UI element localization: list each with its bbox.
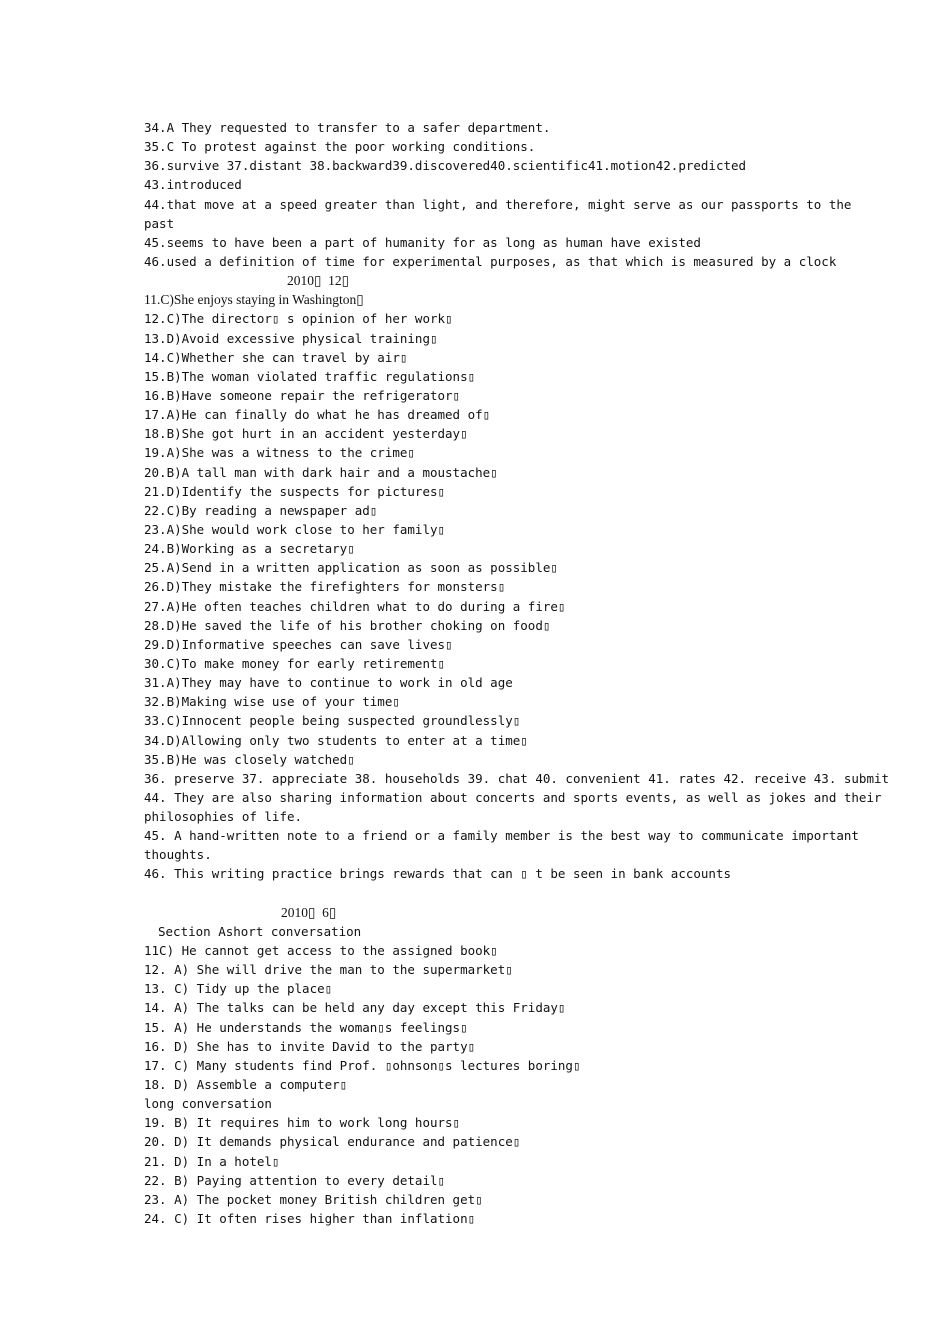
answer-line: 11.C)She enjoys staying in Washington▯: [144, 292, 364, 308]
answer-line: 14. A) The talks can be held any day except this Friday▯: [144, 1000, 566, 1016]
answer-line: 22.C)By reading a newspaper ad▯: [144, 502, 378, 518]
answer-line: 29.D)Informative speeches can save lives▯: [144, 636, 453, 652]
answers-block-1: [144, 118, 852, 271]
answer-line: past: [144, 215, 175, 231]
answer-line: 12.C)The director▯ s opinion of her work▯: [144, 311, 453, 327]
answer-line: 19.A)She was a witness to the crime▯: [144, 445, 415, 461]
answer-line: 25.A)Send in a written application as soon as possible▯: [144, 560, 558, 576]
answer-line: 32.B)Making wise use of your time▯: [144, 694, 400, 710]
answer-line: 20. D) It demands physical endurance and patience▯: [144, 1134, 521, 1150]
answer-line: 17. C) Many students find Prof. ▯ohnson▯s lectures boring▯: [144, 1057, 581, 1073]
section-a-label: Section Ashort conversation: [158, 923, 362, 939]
answer-line: 17.A)He can finally do what he has dreamed of▯: [144, 407, 491, 423]
answer-line: 46.used a definition of time for experimental purposes, as that which is measured by a clock: [144, 253, 837, 269]
answer-line: 35.C To protest against the poor working conditions.: [144, 139, 536, 155]
subsection-label: long conversation: [144, 1096, 272, 1112]
answers-block-3: [144, 941, 814, 1228]
answer-line: 31.A)They may have to continue to work in old age: [144, 675, 513, 691]
answer-line: 21. D) In a hotel▯: [144, 1153, 280, 1169]
answer-line: 18. D) Assemble a computer▯: [144, 1077, 348, 1093]
answer-line: 46. This writing practice brings rewards that can ▯ t be seen in bank accounts: [144, 866, 731, 882]
answer-line: 22. B) Paying attention to every detail▯: [144, 1172, 446, 1188]
answer-line: 16.B)Have someone repair the refrigerator▯: [144, 387, 461, 403]
answer-line: 11C) He cannot get access to the assigned book▯: [144, 943, 498, 959]
answer-line: 34.A They requested to transfer to a safer department.: [144, 120, 551, 135]
answer-line: 24. C) It often rises higher than inflation▯: [144, 1211, 476, 1227]
answer-line: thoughts.: [144, 847, 212, 863]
answer-line: 26.D)They mistake the firefighters for monsters▯: [144, 579, 506, 595]
section-heading-jun: 2010▯ 6▯: [281, 904, 337, 920]
answer-line: 12. A) She will drive the man to the supermarket▯: [144, 962, 513, 978]
answer-line: 18.B)She got hurt in an accident yesterday▯: [144, 426, 468, 442]
answers-block-2: [144, 309, 890, 883]
answer-line: 20.B)A tall man with dark hair and a moustache▯: [144, 464, 498, 480]
answer-line: 44.that move at a speed greater than light, and therefore, might serve as our passports to the: [144, 196, 852, 212]
answer-line: 13.D)Avoid excessive physical training▯: [144, 330, 438, 346]
answer-line: 23. A) The pocket money British children get▯: [144, 1191, 483, 1207]
answer-line: 19. B) It requires him to work long hours▯: [144, 1115, 461, 1131]
answer-line: 28.D)He saved the life of his brother choking on food▯: [144, 617, 551, 633]
answer-line: 21.D)Identify the suspects for pictures▯: [144, 483, 446, 499]
section-heading-dec: 2010▯ 12▯: [287, 273, 350, 289]
blank-line: [144, 884, 814, 903]
answer-line: 44. They are also sharing information about concerts and sports events, as well as jokes and their: [144, 789, 882, 805]
answer-line: 33.C)Innocent people being suspected groundlessly▯: [144, 713, 521, 729]
answer-line: 36. preserve 37. appreciate 38. households 39. chat 40. convenient 41. rates 42. receive 43. submit: [144, 770, 890, 786]
answer-line: 14.C)Whether she can travel by air▯: [144, 349, 408, 365]
answer-line: 27.A)He often teaches children what to do during a fire▯: [144, 598, 566, 614]
answer-line: 24.B)Working as a secretary▯: [144, 541, 355, 557]
answer-line: 35.B)He was closely watched▯: [144, 751, 355, 767]
answer-line: 43.introduced: [144, 177, 242, 193]
answer-line: philosophies of life.: [144, 809, 303, 825]
answer-line: 34.D)Allowing only two students to enter at a time▯: [144, 732, 528, 748]
answer-line: 23.A)She would work close to her family▯: [144, 521, 446, 537]
answer-line: 15.B)The woman violated traffic regulations▯: [144, 368, 476, 384]
document-page: [144, 118, 890, 1228]
answer-line: 13. C) Tidy up the place▯: [144, 981, 333, 997]
answer-line: 45. A hand-written note to a friend or a family member is the best way to communicate important: [144, 828, 859, 844]
answer-line: 36.survive 37.distant 38.backward39.discovered40.scientific41.motion42.predicted: [144, 158, 747, 174]
answer-line: 16. D) She has to invite David to the party▯: [144, 1038, 476, 1054]
answer-line: 30.C)To make money for early retirement▯: [144, 655, 446, 671]
answer-line: 15. A) He understands the woman▯s feelings▯: [144, 1019, 468, 1035]
answer-line: 45.seems to have been a part of humanity for as long as human have existed: [144, 234, 701, 250]
